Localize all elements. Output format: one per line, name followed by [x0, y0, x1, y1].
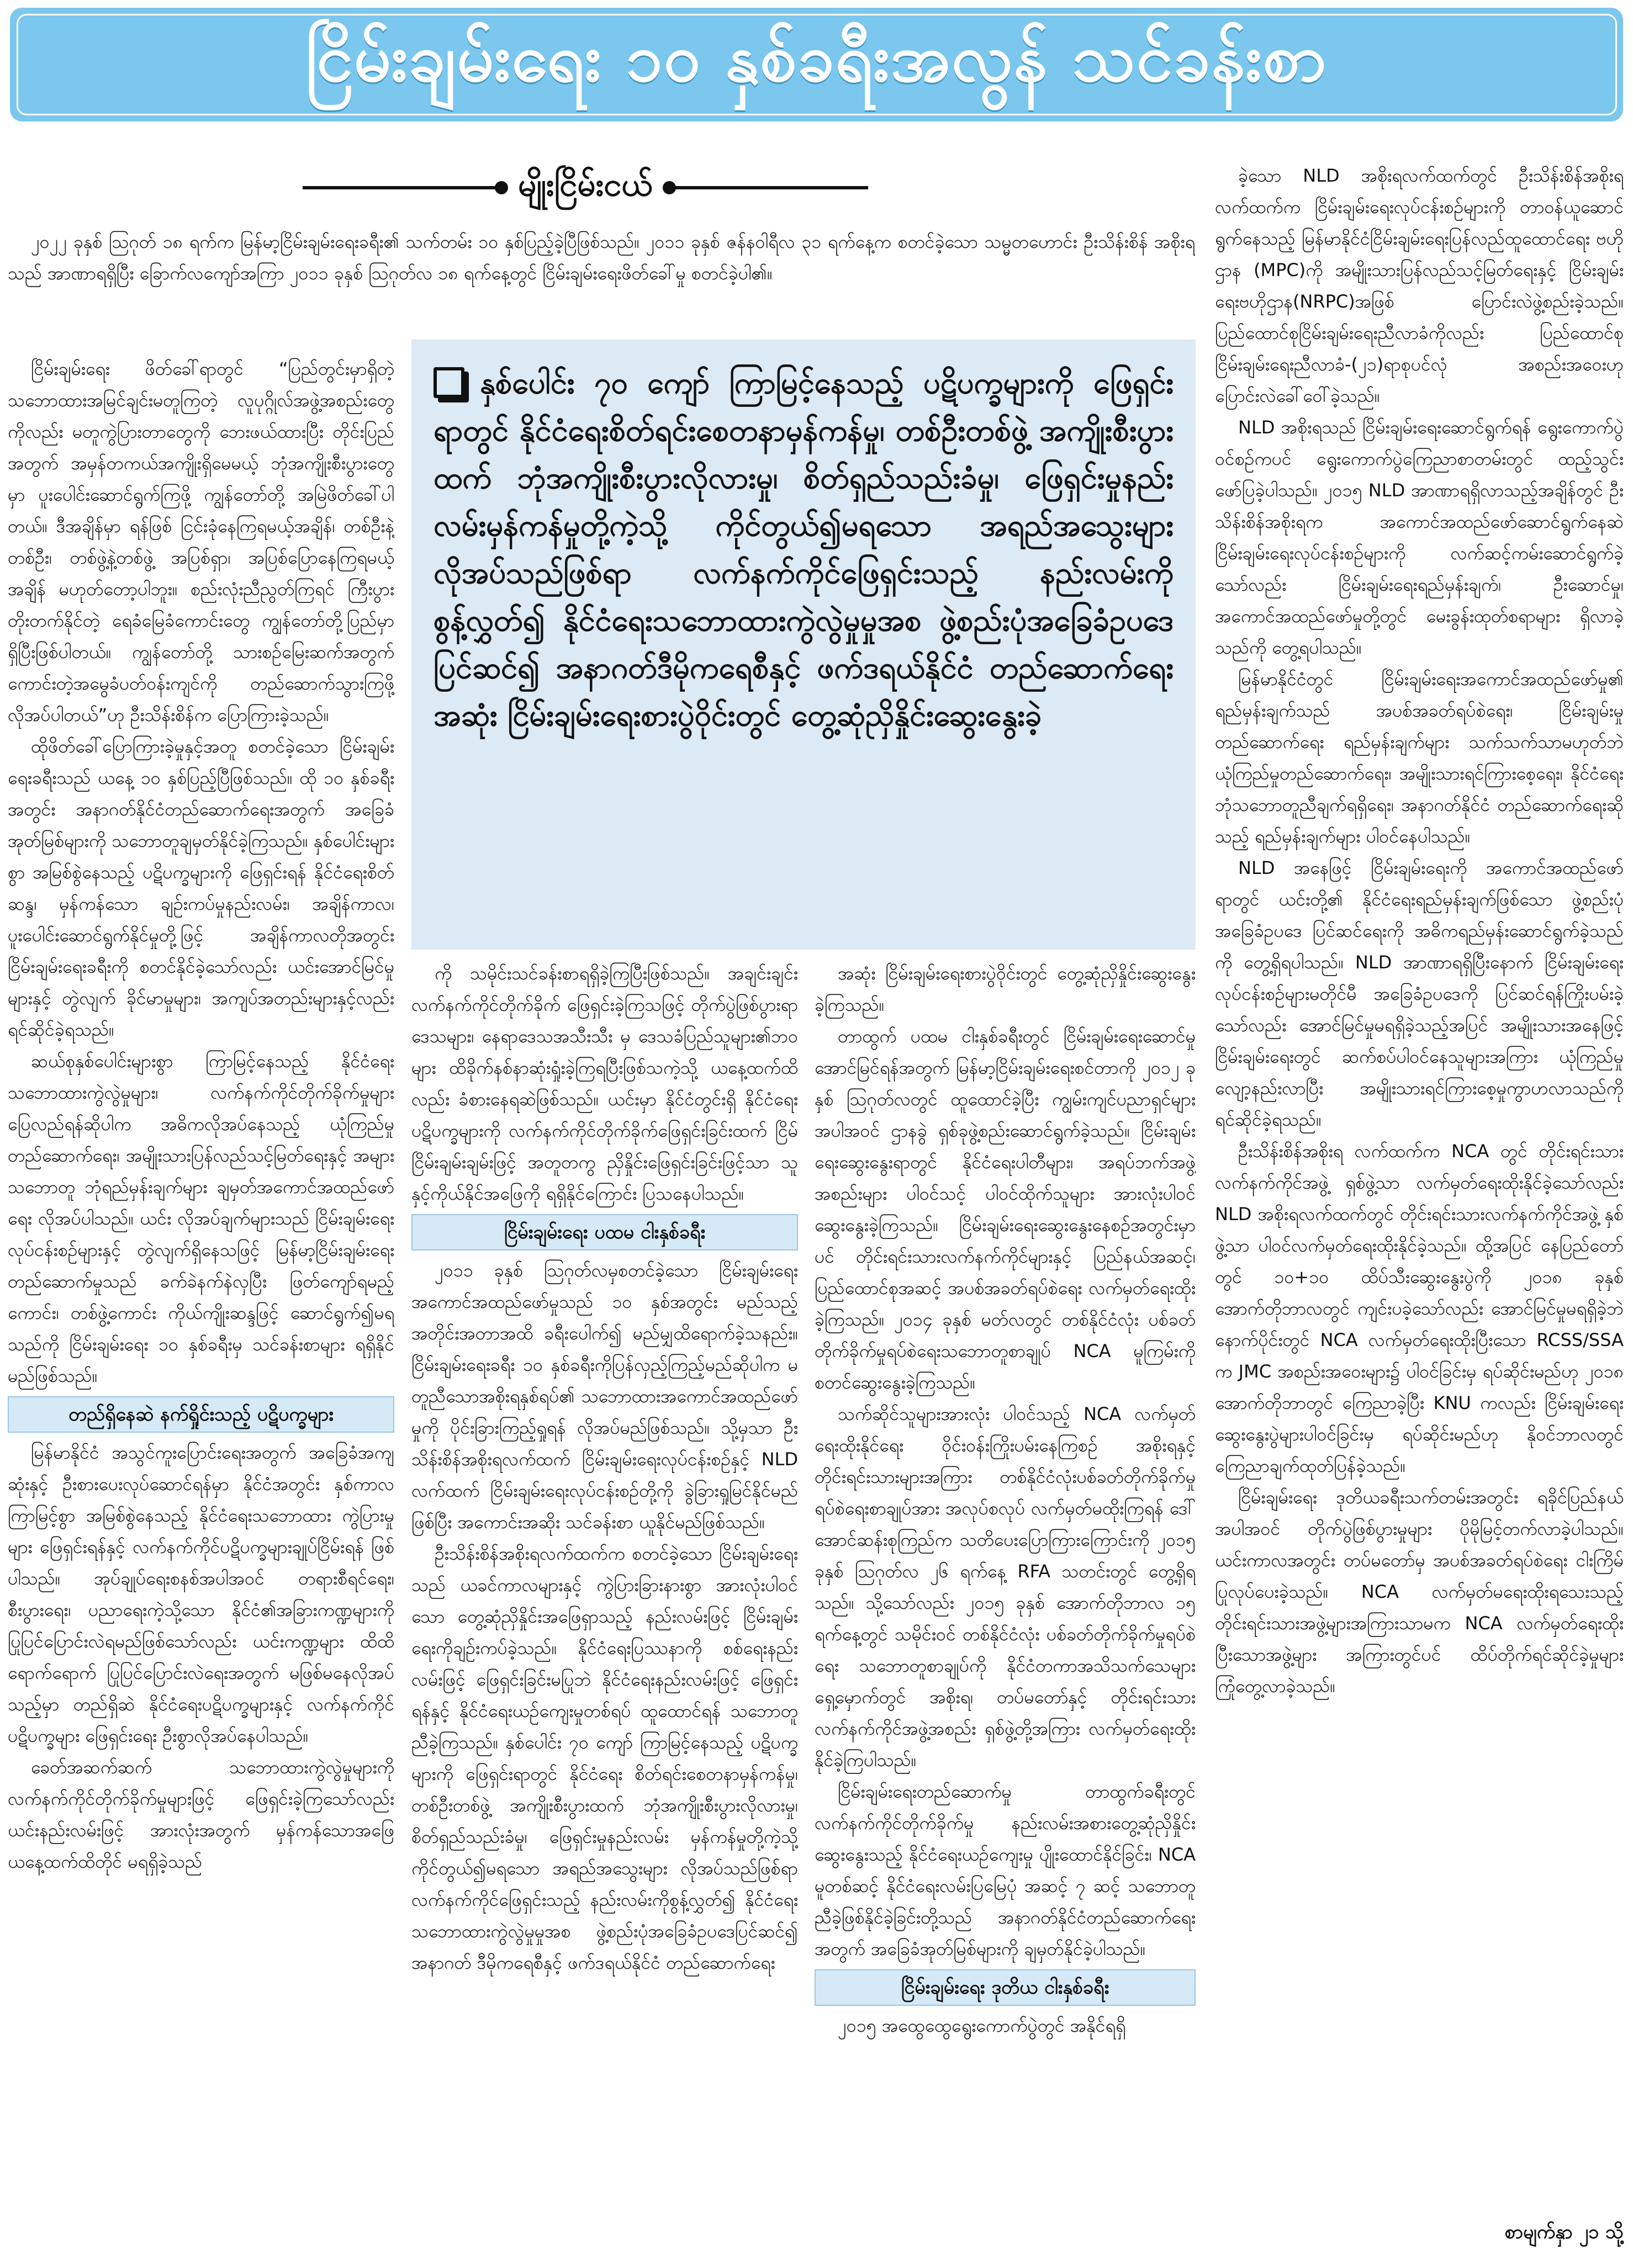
- title-banner: [10, 8, 1623, 121]
- column-1: [8, 353, 394, 2241]
- col3-subheading: ငြိမ်းချမ်းရေး ဒုတိယ ငါးနှစ်ခရီး: [815, 1969, 1196, 2006]
- page-title: ငြိမ်းချမ်းရေး ၁၀ နှစ်ခရီးအလွန် သင်ခန်းစာ: [305, 20, 1328, 96]
- author-name: မျိုးငြိမ်းငယ်: [518, 165, 653, 203]
- author-divider-left: [303, 186, 501, 189]
- col3-paragraph-3: သက်ဆိုင်သူများအားလုံး ပါဝင်သည့် NCA လက်မှတ်ရေးထိုးနိုင်ရေး ဝိုင်းဝန်းကြိုးပမ်းနေကြစဉ် အစိုးရနှင့် တိုင်းရင်းသားများအကြား တစ်နိုင်ငံလုံးပစ်ခတ်တိုက်ခိုက်မှုရပ်စဲရေးစာချုပ်အား အလုပ်စလုပ် လက်မှတ်မထိုးကြရန် ဒေါ်အောင်ဆန်းစုကြည်က သတိပေးပြောကြားကြောင်းကို ၂၀၁၅ ခုနှစ် ဩဂုတ်လ ၂၆ ရက်နေ့ RFA သတင်းတွင် တွေ့ရှိရသည်။ သို့သော်လည်း ၂၀၁၅ ခုနှစ် အောက်တိုဘာလ ၁၅ ရက်နေ့တွင် သမိုင်းဝင် တစ်နိုင်ငံလုံး ပစ်ခတ်တိုက်ခိုက်မှုရပ်စဲရေး သဘောတူစာချုပ်ကို နိုင်ငံတကာအသိသက်သေများ ရှေ့မှောက်တွင် အစိုးရ၊ တပ်မတော်နှင့် တိုင်းရင်းသားလက်နက်ကိုင်အဖွဲ့အစည်း ရှစ်ဖွဲ့တို့အကြား လက်မှတ်ရေးထိုးနိုင်ခဲ့ကြပါသည်။: [815, 1403, 1196, 1771]
- column-4: [1215, 160, 1624, 2214]
- col1-subheading: တည်ရှိနေဆဲ နက်ရှိုင်းသည့် ပဋိပက္ခများ: [8, 1396, 394, 1433]
- author-line: [171, 160, 1000, 215]
- col3-paragraph-1: အဆုံး ငြိမ်းချမ်းရေးစားပွဲဝိုင်းတွင် တွေ့ဆုံညှိနှိုင်းဆွေးနွေးခဲ့ကြသည်။: [815, 963, 1196, 1015]
- pull-quote-box: [411, 340, 1196, 950]
- title-banner-frame: [17, 14, 1617, 115]
- lead-text: ၂၀၂၂ ခုနှစ် ဩဂုတ် ၁၈ ရက်က မြန်မာ့ငြိမ်းချမ်းရေးခရီး၏ သက်တမ်း ၁၀ နှစ်ပြည့်ခဲ့ပြီဖြစ်သည်။ ၂၀၁၁ ခုနှစ် ဇန်နဝါရီလ ၃၁ ရက်နေ့က စတင်ခဲ့သော သမ္မတဟောင်း ဦးသိန်းစိန် အစိုးရသည် အာဏာရရှိပြီး ခြောက်လကျော်အကြာ ၂၀၁၁ ခုနှစ် ဩဂုတ်လ ၁၈ ရက်နေ့တွင် ငြိမ်းချမ်းရေးဖိတ်ခေါ်မှု စတင်ခဲ့ပါ၏။: [8, 231, 1195, 284]
- lead-paragraph: [8, 226, 1195, 353]
- col4-paragraph-1: ခဲ့သော NLD အစိုးရလက်ထက်တွင် ဦးသိန်းစိန်အစိုးရလက်ထက်က ငြိမ်းချမ်းရေးလုပ်ငန်းစဉ်များကို တာဝန်ယူဆောင်ရွက်နေသည့် မြန်မာနိုင်ငံငြိမ်းချမ်းရေးပြန်လည်ထူထောင်ရေး ဗဟိုဌာန (MPC)ကို အမျိုးသားပြန်လည်သင့်မြတ်ရေးနှင့် ငြိမ်းချမ်းရေးဗဟိုဌာန(NRPC)အဖြစ် ပြောင်းလဲဖွဲ့စည်းခဲ့သည်။ ပြည်ထောင်စုငြိမ်းချမ်းရေးညီလာခံကိုလည်း ပြည်ထောင်စုငြိမ်းချမ်းရေးညီလာခံ-(၂၁)ရာစုပင်လုံ အစည်းအဝေးဟု ပြောင်းလဲခေါ်ဝေါ်ခဲ့သည်။: [1215, 165, 1624, 406]
- col2-paragraph-1: ကို သမိုင်းသင်ခန်းစာရရှိခဲ့ကြပြီးဖြစ်သည်။ အချင်းချင်း လက်နက်ကိုင်တိုက်ခိုက် ဖြေရှင်းခဲ့ကြသဖြင့် တိုက်ပွဲဖြစ်ပွားရာဒေသများ၊ နေရာဒေသအသီးသီး မှ ဒေသခံပြည်သူများ၏ဘဝများ ထိခိုက်နစ်နာဆုံးရှုံးခဲ့ကြရပြီးဖြစ်သကဲ့သို့ ယနေ့ထက်ထိလည်း ခံစားနေရဆဲဖြစ်သည်။ ယင်းမှာ နိုင်ငံတွင်းရှိ နိုင်ငံရေးပဋိပက္ခများကို လက်နက်ကိုင်တိုက်ခိုက်ဖြေရှင်းခြင်းထက် ငြိမ်ငြိမ်းချမ်းချမ်းဖြင့် အတူတကွ ညှိနှိုင်းဖြေရှင်းခြင်းဖြင့်သာ သူနှင့်ကိုယ်နိုင်အဖြေကို ရရှိနိုင်ကြောင်း ပြသနေပါသည်။: [411, 963, 798, 1204]
- col2-paragraph-3: ဦးသိန်းစိန်အစိုးရလက်ထက်က စတင်ခဲ့သော ငြိမ်းချမ်းရေးသည် ယခင်ကာလများနှင့် ကွဲပြားခြားနားစွာ အားလုံးပါဝင်သော တွေ့ဆုံညှိနှိုင်းအဖြေရှာသည့် နည်းလမ်းဖြင့် ငြိမ်းချမ်းရေးကိုချဉ်းကပ်ခဲ့သည်။ နိုင်ငံရေးပြဿနာကို စစ်ရေးနည်းလမ်းဖြင့် ဖြေရှင်းခြင်းမပြုဘဲ နိုင်ငံရေးနည်းလမ်းဖြင့် ဖြေရှင်းရန်နှင့် နိုင်ငံရေးယဉ်ကျေးမှုတစ်ရပ် ထူထောင်ရန် သဘောတူညီခဲ့ကြသည်။ နှစ်ပေါင်း ၇၀ ကျော် ကြာမြင့်နေသည့် ပဋိပက္ခများကို ဖြေရှင်းရာတွင် နိုင်ငံရေး စိတ်ရင်းစေတနာမှန်ကန်မှု၊ တစ်ဦးတစ်ဖွဲ့ အကျိုးစီးပွားထက် ဘုံအကျိုးစီးပွားလိုလားမှု၊ စိတ်ရှည်သည်းခံမှု၊ ဖြေရှင်းမှုနည်းလမ်း မှန်ကန်မှုတို့ကဲ့သို့ ကိုင်တွယ်၍မရသော အရည်အသွေးများ လိုအပ်သည်ဖြစ်ရာ လက်နက်ကိုင်ဖြေရှင်းသည့် နည်းလမ်းကိုစွန့်လွှတ်၍ နိုင်ငံရေးသဘောထားကွဲလွဲမှုမှုအစ ဖွဲ့စည်းပုံအခြေခံဥပဒေပြင်ဆင်၍ အနာဂတ် ဒီမိုကရေစီနှင့် ဖက်ဒရယ်နိုင်ငံ တည်ဆောက်ရေး: [411, 1543, 798, 1973]
- col4-paragraph-3: မြန်မာနိုင်ငံတွင် ငြိမ်းချမ်းရေးအကောင်အထည်ဖော်မှု၏ ရည်မှန်းချက်သည် အပစ်အခတ်ရပ်စဲရေး၊ ငြိမ်းချမ်းမှုတည်ဆောက်ရေး ရည်မှန်းချက်များ သက်သက်သာမဟုတ်ဘဲ ယုံကြည်မှုတည်ဆောက်ရေး၊ အမျိုးသားရင်ကြားစေ့ရေး၊ နိုင်ငံရေး ဘုံသဘောတူညီချက်ရရှိရေး၊ အနာဂတ်နိုင်ငံ တည်ဆောက်ရေးဆိုသည့် ရည်မှန်းချက်များ ပါဝင်နေပါသည်။: [1215, 669, 1624, 847]
- col1-paragraph-2: ထိုဖိတ်ခေါ်ပြောကြားခဲ့မှုနှင့်အတူ စတင်ခဲ့သော ငြိမ်းချမ်းရေးခရီးသည် ယနေ့ ၁၀ နှစ်ပြည့်ပြီဖြစ်သည်။ ထို ၁၀ နှစ်ခရီးအတွင်း အနာဂတ်နိုင်ငံတည်ဆောက်ရေးအတွက် အခြေခံအုတ်မြစ်များကို သဘောတူချမှတ်နိုင်ခဲ့ကြသည်။ နှစ်ပေါင်းများစွာ အမြစ်စွဲနေသည့် ပဋိပက္ခများကို ဖြေရှင်းရန် နိုင်ငံရေးစိတ်ဆန္ဒ၊ မှန်ကန်သော ချဉ်းကပ်မှုနည်းလမ်း၊ အချိန်ကာလ၊ ပူးပေါင်းဆောင်ရွက်နိုင်မှုတို့ဖြင့် အချိန်ကာလတိုအတွင်း ငြိမ်းချမ်းရေးခရီးကို စတင်နိုင်ခဲ့သော်လည်း ယင်းအောင်မြင်မှုများနှင့် တွဲလျက် ခိုင်မာမှုများ၊ အကျပ်အတည်းများနှင့်လည်း ရင်ဆိုင်ခဲ့ရသည်။: [8, 736, 394, 1040]
- col4-paragraph-4: NLD အနေဖြင့် ငြိမ်းချမ်းရေးကို အကောင်အထည်ဖော်ရာတွင် ယင်းတို့၏ နိုင်ငံရေးရည်မှန်းချက်ဖြစ်သော ဖွဲ့စည်းပုံအခြေခံဥပဒေ ပြင်ဆင်ရေးကို အဓိကရည်မှန်းဆောင်ရွက်ခဲ့သည်ကို တွေ့ရှိရပါသည်။ NLD အာဏာရရှိပြီးနောက် ငြိမ်းချမ်းရေးလုပ်ငန်းစဉ်များမတိုင်မီ အခြေခံဥပဒေကို ပြင်ဆင်ရန်ကြိုးပမ်းခဲ့သော်လည်း အောင်မြင်မှုမရရှိခဲ့သည့်အပြင် အမျိုးသားအနေဖြင့် ငြိမ်းချမ်းရေးတွင် ဆက်စပ်ပါဝင်နေသူများအကြား ယုံကြည်မှုလျော့နည်းလာပြီး အမျိုးသားရင်ကြားစေ့မှုကွာဟလာသည်ကို ရင်ဆိုင်ခဲ့ရသည်။: [1215, 857, 1624, 1130]
- col3-paragraph-2: တာထွက် ပထမ ငါးနှစ်ခရီးတွင် ငြိမ်းချမ်းရေးဆောင်မှု အောင်မြင်ရန်အတွက် မြန်မာ့ငြိမ်းချမ်းရေးစင်တာကို ၂၀၁၂ ခုနှစ် ဩဂုတ်လတွင် ထူထောင်ခဲ့ပြီး ကျွမ်းကျင်ပညာရှင်များအပါအဝင် ဌာနခွဲ ရှစ်ခုဖွဲ့စည်းဆောင်ရွက်ခဲ့သည်။ ငြိမ်းချမ်းရေးဆွေးနွေးရာတွင် နိုင်ငံရေးပါတီများ၊ အရပ်ဘက်အဖွဲ့အစည်းများ ပါဝင်သင့် ပါဝင်ထိုက်သူများ အားလုံးပါဝင်ဆွေးနွေးခဲ့ကြသည်။ ငြိမ်းချမ်းရေးဆွေးနွေးနေစဉ်အတွင်းမှာပင် တိုင်းရင်းသားလက်နက်ကိုင်များနှင့် ပြည်နယ်အဆင့်၊ ပြည်ထောင်စုအဆင့် အပစ်အခတ်ရပ်စဲရေး လက်မှတ်ရေးထိုးခဲ့ကြသည်။ ၂၀၁၄ ခုနှစ် မတ်လတွင် တစ်နိုင်ငံလုံး ပစ်ခတ်တိုက်ခိုက်မှုရပ်စဲရေးသဘောတူစာချုပ် NCA မူကြမ်းကို စတင်ဆွေးနွေးခဲ့ကြသည်။: [815, 1026, 1196, 1393]
- col2-subheading: ငြိမ်းချမ်းရေး ပထမ ငါးနှစ်ခရီး: [411, 1214, 798, 1250]
- col1-paragraph-4: မြန်မာနိုင်ငံ အသွင်ကူးပြောင်းရေးအတွက် အခြေခံအကျဆုံးနှင့် ဦးစားပေးလုပ်ဆောင်ရန်မှာ နိုင်ငံအတွင်း နှစ်ကာလကြာမြင့်စွာ အမြစ်စွဲနေသည့် နိုင်ငံရေးသဘောထား ကွဲပြားမှုများ ဖြေရှင်းရန်နှင့် လက်နက်ကိုင်ပဋိပက္ခများချုပ်ငြိမ်းရန် ဖြစ်ပါသည်။ အုပ်ချုပ်ရေးစနစ်အပါအဝင် တရားစီရင်ရေး၊ စီးပွားရေး၊ ပညာရေးကဲ့သို့သော နိုင်ငံ၏အခြားကဏ္ဍများကို ပြုပြင်ပြောင်းလဲရမည်ဖြစ်သော်လည်း ယင်းကဏ္ဍများ ထိထိရောက်ရောက် ပြုပြင်ပြောင်းလဲရေးအတွက် မဖြစ်မနေလိုအပ်သည့်မှာ တည်ရှိဆဲ နိုင်ငံရေးပဋိပက္ခများနှင့် လက်နက်ကိုင်ပဋိပက္ခများ ဖြေရှင်းရေး ဦးစွာလိုအပ်နေပါသည်။: [8, 1442, 394, 1746]
- col1-paragraph-1: ငြိမ်းချမ်းရေး ဖိတ်ခေါ်ရာတွင် “ပြည်တွင်းမှာရှိတဲ့ သဘောထားအမြင်ချင်းမတူကြတဲ့ လူပုဂ္ဂိုလ်အဖွဲ့အစည်းတွေကိုလည်း မတူကွဲပြားတာတွေကို ဘေးဖယ်ထားပြီး တိုင်းပြည်အတွက် အမှန်တကယ်အကျိုးရှိမေမယ့် ဘုံအကျိုးစီးပွားတွေမှာ ပူးပေါင်းဆောင်ရွက်ကြဖို့ ကျွန်တော်တို့ အမြဲဖိတ်ခေါ်ပါတယ်။ ဒီအချိန်မှာ ရန်ဖြစ် ငြင်းခုံနေကြရမယ့်အချိန်၊ တစ်ဦးနဲ့တစ်ဦး၊ တစ်ဖွဲ့နဲ့တစ်ဖွဲ့ အပြစ်ရှာ၊ အပြစ်ပြောနေကြရမယ့်အချိန် မဟုတ်တော့ပါဘူး။ စည်းလုံးညီညွတ်ကြရင် ကြီးပွားတိုးတက်နိုင်တဲ့ ရေခံမြေခံကောင်းတွေ ကျွန်တော်တို့ပြည်မှာ ရှိပြီးဖြစ်ပါတယ်။ ကျွန်တော်တို့ သားစဉ်မြေးဆက်အတွက် ကောင်းတဲ့အမွေခံပတ်ဝန်းကျင်ကို တည်ဆောက်သွားကြဖို့ လိုအပ်ပါတယ်”ဟု ဦးသိန်းစိန်က ပြောကြားခဲ့သည်။: [8, 358, 394, 725]
- col1-paragraph-5: ခေတ်အဆက်ဆက် သဘောထားကွဲလွဲမှုများကို လက်နက်ကိုင်တိုက်ခိုက်မှုများဖြင့် ဖြေရှင်းခဲ့ကြသော်လည်း ယင်းနည်းလမ်းဖြင့် အားလုံးအတွက် မှန်ကန်သောအဖြေ ယနေ့ထက်ထိတိုင် မရရှိခဲ့သည်: [8, 1757, 394, 1872]
- column-2: [411, 958, 798, 2241]
- col3-paragraph-5: ၂၀၁၅ အထွေထွေရွေးကောက်ပွဲတွင် အနိုင်ရရှိ: [838, 2015, 1126, 2036]
- column-3: [815, 958, 1196, 2241]
- checkbox-bullet-icon: [434, 367, 464, 398]
- col1-paragraph-3: ဆယ်စုနှစ်ပေါင်းများစွာ ကြာမြင့်နေသည့် နိုင်ငံရေးသဘောထားကွဲလွဲမှုများ၊ လက်နက်ကိုင်တိုက်ခိုက်မှုများ ပြေလည်ရန်ဆိုပါက အဓိကလိုအပ်နေသည့် ယုံကြည်မှုတည်ဆောက်ရေး၊ အမျိုးသားပြန်လည်သင့်မြတ်ရေးနှင့် အများသဘောတူ ဘုံရည်မှန်းချက်များ ချမှတ်အကောင်အထည်ဖော်ရေး လိုအပ်ပါသည်။ ယင်း လိုအပ်ချက်များသည် ငြိမ်းချမ်းရေးလုပ်ငန်းစဉ်များနှင့် တွဲလျက်ရှိနေသဖြင့် မြန်မာ့ငြိမ်းချမ်းရေး တည်ဆောက်မှုသည် ခက်ခဲနက်နဲလှပြီး ဖြတ်ကျော်ရမည့် ကောင်း၊ တစ်ဖွဲ့ကောင်း ကိုယ်ကျိုးဆန္ဒဖြင့် ဆောင်ရွက်၍မရသည်ကို ငြိမ်းချမ်းရေး ၁၀ နှစ်ခရီးမှ သင်ခန်းစာများ ရရှိနိုင်မည်ဖြစ်သည်။: [8, 1051, 394, 1386]
- col4-paragraph-5: ဦးသိန်းစိန်အစိုးရ လက်ထက်က NCA တွင် တိုင်းရင်းသားလက်နက်ကိုင်အဖွဲ့ ရှစ်ဖွဲ့သာ လက်မှတ်ရေးထိုးနိုင်ခဲ့သော်လည်း NLD အစိုးရလက်ထက်တွင် တိုင်းရင်းသားလက်နက်ကိုင်အဖွဲ့ နှစ်ဖွဲ့သာ ပါဝင်လက်မှတ်ရေးထိုးနိုင်ခဲ့သည်။ ထို့အပြင် နေပြည်တော်တွင် ၁၀+၁၀ ထိပ်သီးဆွေးနွေးပွဲကို ၂၀၁၈ ခုနှစ် အောက်တိုဘာလတွင် ကျင်းပခဲ့သော်လည်း အောင်မြင်မှုမရရှိခဲ့ဘဲ နောက်ပိုင်းတွင် NCA လက်မှတ်ရေးထိုးပြီးသော RCSS/SSA က JMC အစည်းအဝေးများ၌ ပါဝင်ခြင်းမှ ရပ်ဆိုင်းမည်ဟု ၂၀၁၈ အောက်တိုဘာတွင် ကြေညာခဲ့ပြီး KNU ကလည်း ငြိမ်းချမ်းရေး ဆွေးနွေးပွဲများပါဝင်ခြင်းမှ ရပ်ဆိုင်းမည်ဟု နိုဝင်ဘာလတွင် ကြေညာချက်ထုတ်ပြန်ခဲ့သည်။: [1215, 1141, 1624, 1476]
- col4-paragraph-2: NLD အစိုးရသည် ငြိမ်းချမ်းရေးဆောင်ရွက်ရန် ရွေးကောက်ပွဲဝင်စဉ်ကပင် ရွေးကောက်ပွဲကြေညာစာတမ်းတွင် ထည့်သွင်းဖော်ပြခဲ့ပါသည်။ ၂၀၁၅ NLD အာဏာရရှိလာသည့်အချိန်တွင် ဦးသိန်းစိန်အစိုးရက အကောင်အထည်ဖော်ဆောင်ရွက်နေဆဲ ငြိမ်းချမ်းရေးလုပ်ငန်းစဉ်များကို လက်ဆင့်ကမ်းဆောင်ရွက်ခဲ့သော်လည်း ငြိမ်းချမ်းရေးရည်မှန်းချက်၊ ဦးဆောင်မှု၊ အကောင်အထည်ဖော်မှုတို့တွင် မေးခွန်းထုတ်စရာများ ရှိလာခဲ့သည်ကို တွေ့ရပါသည်။: [1215, 417, 1624, 658]
- pull-quote-text: နှစ်ပေါင်း ၇၀ ကျော် ကြာမြင့်နေသည့် ပဋိပက္ခများကို ဖြေရှင်းရာတွင် နိုင်ငံရေးစိတ်ရင်းစေတနာမှန်ကန်မှု၊ တစ်ဦးတစ်ဖွဲ့ အကျိုးစီးပွားထက် ဘုံအကျိုးစီးပွားလိုလားမှု၊ စိတ်ရှည်သည်းခံမှု၊ ဖြေရှင်းမှုနည်းလမ်းမှန်ကန်မှုတို့ကဲ့သို့ ကိုင်တွယ်၍မရသော အရည်အသွေးများ လိုအပ်သည်ဖြစ်ရာ လက်နက်ကိုင်ဖြေရှင်းသည့် နည်းလမ်းကို စွန့်လွှတ်၍ နိုင်ငံရေးသဘောထားကွဲလွဲမှုမှုအစ ဖွဲ့စည်းပုံအခြေခံဥပဒေပြင်ဆင်၍ အနာဂတ်ဒီမိုကရေစီနှင့် ဖက်ဒရယ်နိုင်ငံ တည်ဆောက်ရေးအဆုံး ငြိမ်းချမ်းရေးစားပွဲဝိုင်းတွင် တွေ့ဆုံညှိနှိုင်းဆွေးနွေးခဲ့: [434, 365, 1174, 733]
- col3-paragraph-4: ငြိမ်းချမ်းရေးတည်ဆောက်မှု တာထွက်ခရီးတွင် လက်နက်ကိုင်တိုက်ခိုက်မှု နည်းလမ်းအစားတွေ့ဆုံညှိနှိုင်းဆွေးနွေးသည့် နိုင်ငံရေးယဉ်ကျေးမှု ပျိုးထောင်နိုင်ခြင်း၊ NCA မူတစ်ဆင့် နိုင်ငံရေးလမ်းပြမြေပုံ အဆင့် ၇ ဆင့် သဘောတူညီခဲ့ဖြစ်နိုင်ခဲ့ခြင်းတို့သည် အနာဂတ်နိုင်ငံတည်ဆောက်ရေးအတွက် အခြေခံအုတ်မြစ်များကို ချမှတ်နိုင်ခဲ့ပါသည်။: [815, 1781, 1196, 1959]
- col4-paragraph-6: ငြိမ်းချမ်းရေး ဒုတိယခရီးသက်တမ်းအတွင်း ရခိုင်ပြည်နယ်အပါအဝင် တိုက်ပွဲဖြစ်ပွားမှုများ ပိုမိုမြင့်တက်လာခဲ့ပါသည်။ ယင်းကာလအတွင်း တပ်မတော်မှ အပစ်အခတ်ရပ်စဲရေး ငါးကြိမ် ပြုလုပ်ပေးခဲ့သည်။ NCA လက်မှတ်မရေးထိုးရသေးသည့် တိုင်းရင်းသားအဖွဲ့များအကြားသာမက NCA လက်မှတ်ရေးထိုးပြီးသောအဖွဲ့များ အကြားတွင်ပင် ထိပ်တိုက်ရင်ဆိုင်ခဲ့မှုများ ကြုံတွေ့လာခဲ့သည်။: [1215, 1487, 1624, 1697]
- col2-paragraph-2: ၂၀၁၁ ခုနှစ် ဩဂုတ်လမှစတင်ခဲ့သော ငြိမ်းချမ်းရေး အကောင်အထည်ဖော်မှုသည် ၁၀ နှစ်အတွင်း မည်သည့်အတိုင်းအတာအထိ ခရီးပေါက်၍ မည်မျှထိရောက်ခဲ့သနည်း။ ငြိမ်းချမ်းရေးခရီး ၁၀ နှစ်ခရီးကိုပြန်လှည့်ကြည့်မည်ဆိုပါက မတူညီသောအစိုးရနှစ်ရပ်၏ သဘောထားအကောင်အထည်ဖော်မှုကို ပိုင်းခြားကြည့်ရှုရန် လိုအပ်မည်ဖြစ်သည်။ သို့မှသာ ဦးသိန်းစိန်အစိုးရလက်ထက် ငြိမ်းချမ်းရေးလုပ်ငန်းစဉ်နှင့် NLD လက်ထက် ငြိမ်းချမ်းရေးလုပ်ငန်းစဉ်တို့ကို ခွဲခြားရှုမြင်နိုင်မည်ဖြစ်ပြီး အကောင်းအဆိုး သင်ခန်းစာ ယူနိုင်မည်ဖြစ်သည်။: [411, 1260, 798, 1533]
- continued-on-page: စာမျက်နှာ ၂၁ သို့: [1504, 2221, 1624, 2243]
- author-divider-right: [669, 186, 868, 189]
